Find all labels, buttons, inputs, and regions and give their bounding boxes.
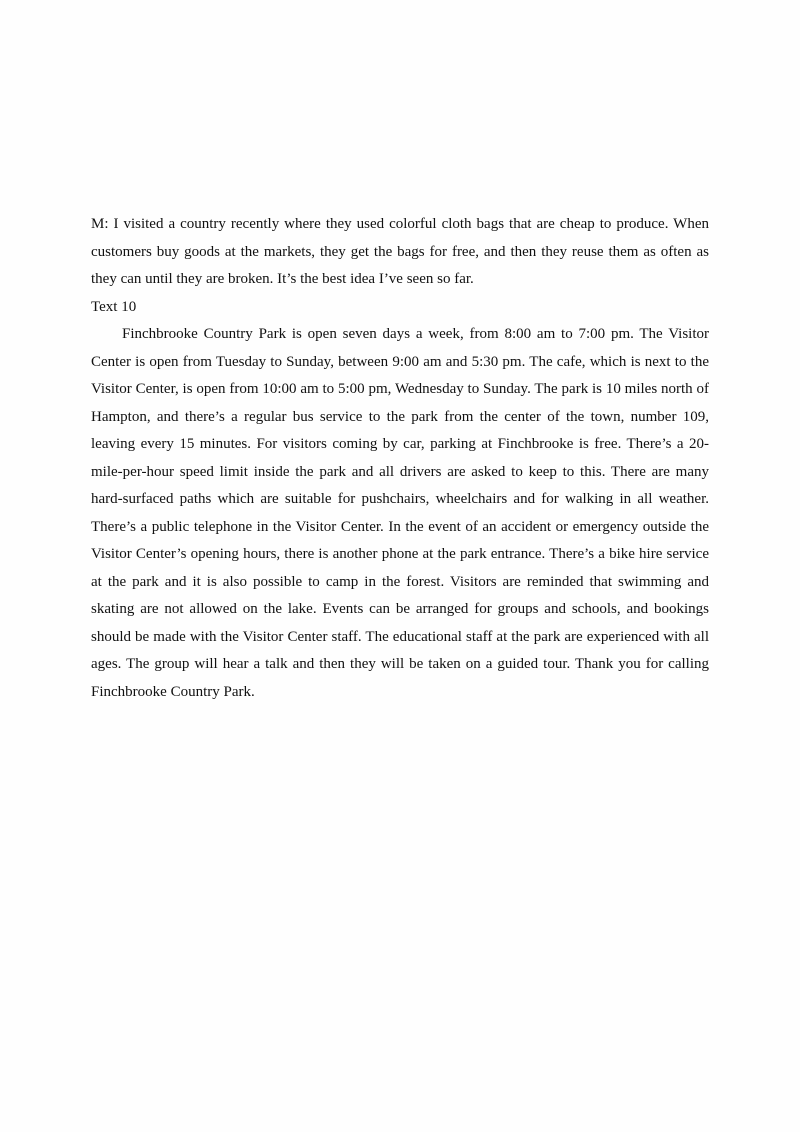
dialogue-paragraph: M: I visited a country recently where they used colorful cloth bags that are cheap to produce. When customers buy goods at the markets, they get the bags for free, and then they reuse them as often as they can until they are broken. It’s the best idea I’ve seen so far. — [91, 216, 709, 287]
section-heading: Text 10 — [91, 298, 137, 315]
body-paragraph: Finchbrooke Country Park is open seven days a week, from 8:00 am to 7:00 pm. The Visitor Center is open from Tuesday to Sunday, between 9:00 am and 5:30 pm. The cafe, which is next to the Visitor Center, is open from 10:00 am to 5:00 pm, Wednesday to Sunday. The park is 10 miles north of Hampton, and there’s a regular bus service to the park from the center of the town, number 109, leaving every 15 minutes. For visitors coming by car, parking at Finchbrooke is free. There’s a 20-mile-per-hour speed limit inside the park and all drivers are asked to keep to this. There are many hard-surfaced paths which are suitable for pushchairs, wheelchairs and for walking in all weather. There’s a public telephone in the Visitor Center. In the event of an accident or emergency outside the Visitor Center’s opening hours, there is another phone at the park entrance. There’s a bike hire service at the park and it is also possible to camp in the forest. Visitors are reminded that swimming and skating are not allowed on the lake. Events can be arranged for groups and schools, and bookings should be made with the Visitor Center staff. The educational staff at the park are experienced with all ages. The group will hear a talk and then they will be taken on a guided tour. Thank you for calling Finchbrooke Country Park. — [91, 326, 709, 700]
document-body — [91, 211, 709, 706]
